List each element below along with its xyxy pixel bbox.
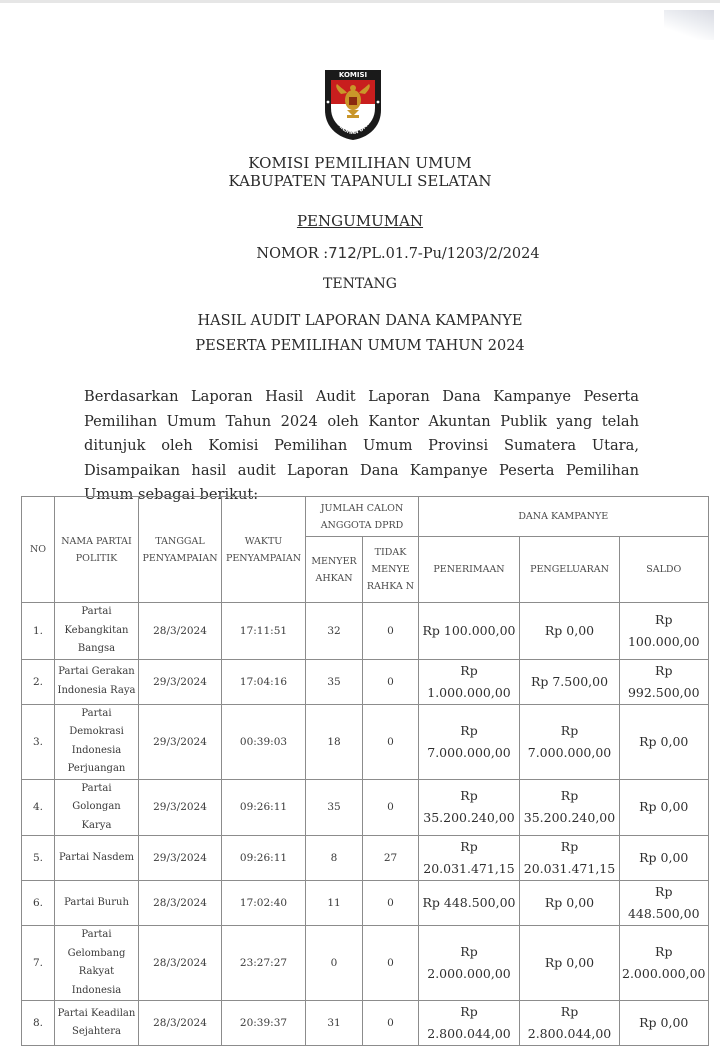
receipts-amount: Rp 1.000.000,00 [419, 659, 520, 704]
document-number [0, 244, 720, 262]
balance-amount: Rp 0,00 [620, 779, 709, 836]
row-number: 6. [22, 881, 55, 926]
receipts-amount: Rp 35.200.240,00 [419, 779, 520, 836]
candidates-submitted: 35 [306, 779, 363, 836]
candidates-not-submitted: 0 [363, 659, 419, 704]
candidates-submitted: 18 [306, 704, 363, 779]
kpu-logo [319, 66, 387, 142]
candidates-submitted: 0 [306, 926, 363, 1001]
table-row [22, 881, 709, 926]
table-row [22, 603, 709, 660]
row-number: 1. [22, 603, 55, 660]
balance-amount: Rp 992.500,00 [620, 659, 709, 704]
header-funds-group: DANA KAMPANYE [419, 497, 709, 537]
header-receipts: PENERIMAAN [419, 537, 520, 603]
receipts-amount: Rp 448.500,00 [419, 881, 520, 926]
expenses-amount: Rp 2.800.044,00 [520, 1001, 620, 1046]
party-name: Partai Keadilan Sejahtera [55, 1001, 139, 1046]
submission-time: 09:26:11 [222, 779, 306, 836]
logo-top-text: KOMISI [338, 71, 368, 79]
submission-time: 20:39:37 [222, 1001, 306, 1046]
audit-results-table [21, 496, 709, 1046]
balance-amount: Rp 0,00 [620, 836, 709, 881]
expenses-amount: Rp 35.200.240,00 [520, 779, 620, 836]
candidates-not-submitted: 0 [363, 779, 419, 836]
candidates-submitted: 11 [306, 881, 363, 926]
receipts-amount: Rp 2.000.000,00 [419, 926, 520, 1001]
expenses-amount: Rp 0,00 [520, 603, 620, 660]
balance-amount: Rp 100.000,00 [620, 603, 709, 660]
party-name: Partai Gerakan Indonesia Raya [55, 659, 139, 704]
receipts-amount: Rp 2.800.044,00 [419, 1001, 520, 1046]
submission-date: 28/3/2024 [139, 926, 222, 1001]
party-name: Partai Nasdem [55, 836, 139, 881]
header-no: NO [22, 497, 55, 603]
intro-paragraph: Berdasarkan Laporan Hasil Audit Laporan Dana Kampanye Peserta Pemilihan Umum Tahun 2024 oleh Kantor Akuntan Publik yang telah ditunjuk oleh Komisi Pemilihan Umum Provinsi Sumatera Utara, Disampaikan hasil audit Laporan Dana Kampanye Peserta Pemilihan Umum sebagai berikut: [84, 388, 639, 503]
nomor-suffix: /PL.01.7-Pu/1203/2/2024 [356, 246, 540, 262]
expenses-amount: Rp 0,00 [520, 926, 620, 1001]
submission-time: 00:39:03 [222, 704, 306, 779]
row-number: 2. [22, 659, 55, 704]
org-name-line2: KABUPATEN TAPANULI SELATAN [228, 172, 492, 190]
submission-date: 29/3/2024 [139, 704, 222, 779]
expenses-amount: Rp 7.000.000,00 [520, 704, 620, 779]
submission-time: 17:02:40 [222, 881, 306, 926]
party-name: Partai Golongan Karya [55, 779, 139, 836]
balance-amount: Rp 0,00 [620, 1001, 709, 1046]
submission-date: 28/3/2024 [139, 881, 222, 926]
subject-line2: PESERTA PEMILIHAN UMUM TAHUN 2024 [195, 338, 525, 354]
scan-shadow [664, 10, 714, 40]
row-number: 5. [22, 836, 55, 881]
table-row [22, 659, 709, 704]
submission-time: 17:11:51 [222, 603, 306, 660]
row-number: 8. [22, 1001, 55, 1046]
table-row [22, 836, 709, 881]
page-top-edge [0, 0, 720, 3]
candidates-submitted: 31 [306, 1001, 363, 1046]
row-number: 3. [22, 704, 55, 779]
table-row [22, 704, 709, 779]
tentang-label: TENTANG [323, 276, 397, 292]
receipts-amount: Rp 20.031.471,15 [419, 836, 520, 881]
candidates-submitted: 8 [306, 836, 363, 881]
table-row [22, 926, 709, 1001]
submission-time: 09:26:11 [222, 836, 306, 881]
header-time: WAKTU PENYAMPAIAN [222, 497, 306, 603]
header-party: NAMA PARTAI POLITIK [55, 497, 139, 603]
expenses-amount: Rp 20.031.471,15 [520, 836, 620, 881]
row-number: 4. [22, 779, 55, 836]
expenses-amount: Rp 7.500,00 [520, 659, 620, 704]
candidates-not-submitted: 0 [363, 1001, 419, 1046]
nomor-prefix: NOMOR : [256, 246, 329, 262]
party-name: Partai Gelombang Rakyat Indonesia [55, 926, 139, 1001]
submission-date: 29/3/2024 [139, 779, 222, 836]
header-expenses: PENGELUARAN [520, 537, 620, 603]
logo-bottom-text: PEMILIHAN UMUM [331, 116, 375, 137]
nomor-handwritten: 712 [328, 244, 357, 262]
candidates-not-submitted: 0 [363, 603, 419, 660]
candidates-not-submitted: 0 [363, 926, 419, 1001]
submission-time: 23:27:27 [222, 926, 306, 1001]
header-balance: SALDO [620, 537, 709, 603]
candidates-not-submitted: 27 [363, 836, 419, 881]
garuda-emblem-icon [319, 66, 387, 142]
balance-amount: Rp 448.500,00 [620, 881, 709, 926]
submission-date: 29/3/2024 [139, 659, 222, 704]
header-candidates-group: JUMLAH CALON ANGGOTA DPRD [306, 497, 419, 537]
party-name: Partai Buruh [55, 881, 139, 926]
header-date: TANGGAL PENYAMPAIAN [139, 497, 222, 603]
balance-amount: Rp 0,00 [620, 704, 709, 779]
table-row [22, 779, 709, 836]
candidates-not-submitted: 0 [363, 881, 419, 926]
candidates-submitted: 35 [306, 659, 363, 704]
row-number: 7. [22, 926, 55, 1001]
balance-amount: Rp 2.000.000,00 [620, 926, 709, 1001]
candidates-submitted: 32 [306, 603, 363, 660]
document-title: PENGUMUMAN [296, 212, 424, 230]
receipts-amount: Rp 100.000,00 [419, 603, 520, 660]
header-not-submitted: TIDAK MENYE RAHKA N [363, 537, 419, 603]
candidates-not-submitted: 0 [363, 704, 419, 779]
header-submitted: MENYER AHKAN [306, 537, 363, 603]
expenses-amount: Rp 0,00 [520, 881, 620, 926]
submission-date: 29/3/2024 [139, 836, 222, 881]
table-row [22, 1001, 709, 1046]
submission-date: 28/3/2024 [139, 603, 222, 660]
party-name: Partai Demokrasi Indonesia Perjuangan [55, 704, 139, 779]
submission-date: 28/3/2024 [139, 1001, 222, 1046]
submission-time: 17:04:16 [222, 659, 306, 704]
org-name-line1: KOMISI PEMILIHAN UMUM [248, 154, 472, 172]
receipts-amount: Rp 7.000.000,00 [419, 704, 520, 779]
subject-line1: HASIL AUDIT LAPORAN DANA KAMPANYE [197, 313, 523, 329]
party-name: Partai Kebangkitan Bangsa [55, 603, 139, 660]
